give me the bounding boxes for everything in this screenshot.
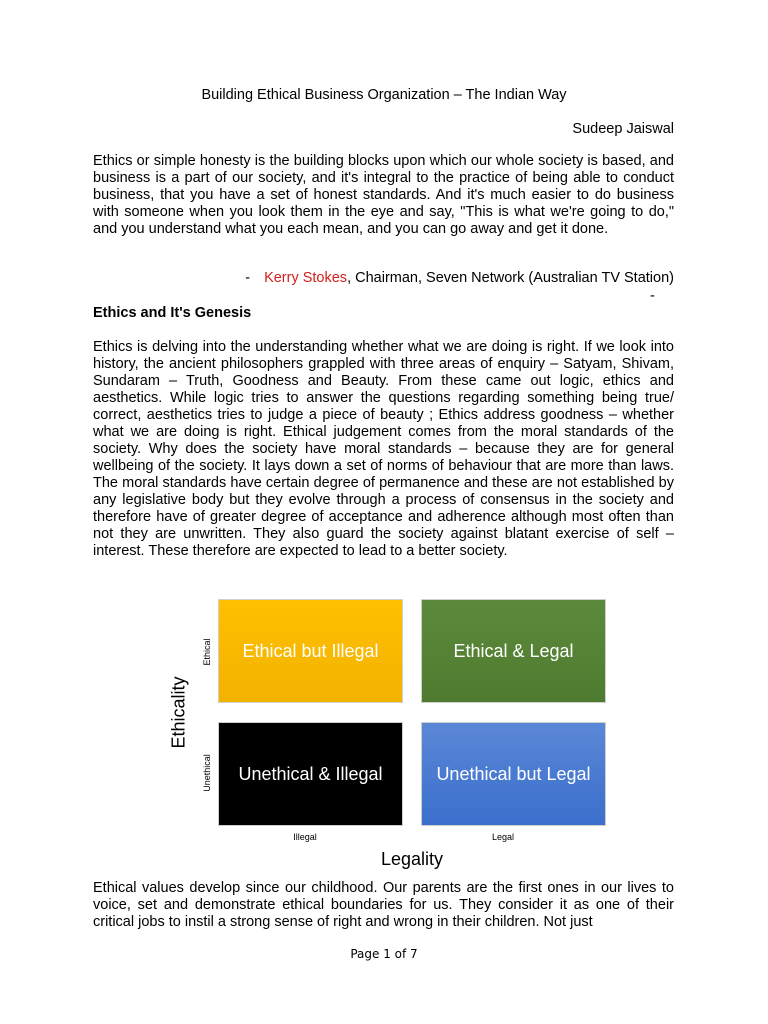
quadrant-ethical-illegal: Ethical but Illegal [218, 599, 403, 703]
intro-paragraph: Ethics or simple honesty is the building blocks upon which our whole society is based, and business is a part of our society, and it's integral to the practice of being able to conduct business, that you have a set of honest standards. And it's much easier to do business with someone when you look them in the eye and say, "This is what we're going to do," and you understand what you each mean, and you can go away and get it done. [93, 153, 674, 237]
x-tick-legal: Legal [491, 832, 515, 842]
y-tick-unethical: Unethical [202, 754, 212, 792]
quote-name: Kerry Stokes [264, 270, 348, 286]
author-name: Sudeep Jaiswal [572, 121, 674, 137]
x-tick-illegal: Illegal [293, 832, 317, 842]
quadrant-ethical-legal: Ethical & Legal [421, 599, 606, 703]
section-paragraph: Ethics is delving into the understanding whether what we are doing is right. If we look into history, the ancient philosophers grappled with three areas of enquiry – Satyam, Shivam, Sundaram – Truth, Goodness and Beauty. From these came out logic, ethics and aesthetics. While logic tries to answer the questions regarding something being true/ correct, aesthetics tries to judge a piece of beauty ; Ethics address goodness – whether what we are doing is right. Ethical judgement comes from the moral standards of the society. Why does the society have moral standards – because they are for general wellbeing of the society. It lays down a set of norms of behaviour that are more than laws. The moral standards have certain degree of permanence and these are not established by any legislative body but they evolve through a process of consensus in the society and therefore have of greater degree of acceptance and adherence although most often than not they are unwritten. They also guard the society against blatant exercise of self – interest. These therefore are expected to lead to a better society. [93, 339, 674, 559]
y-tick-ethical: Ethical [202, 638, 212, 666]
closing-paragraph: Ethical values develop since our childhood. Our parents are the first ones in our lives to voice, set and demonstrate ethical boundaries for us. They consider it as one of their critical jobs to instil a strong sense of right and wrong in their children. Not just [93, 880, 674, 930]
quadrant-unethical-illegal: Unethical & Illegal [218, 722, 403, 826]
page-number: Page 1 of 7 [350, 947, 418, 961]
trailing-dash: - [650, 288, 655, 304]
quote-attribution [0, 270, 674, 286]
x-axis-label: Legality [380, 849, 444, 869]
quadrant-unethical-legal: Unethical but Legal [421, 722, 606, 826]
document-title: Building Ethical Business Organization – The Indian Way [201, 87, 567, 103]
section-heading: Ethics and It's Genesis [93, 305, 252, 321]
y-axis-label: Ethicality [168, 676, 189, 749]
quote-dash: - [245, 270, 251, 286]
quote-title: , Chairman, Seven Network (Australian TV Station) [347, 270, 674, 286]
